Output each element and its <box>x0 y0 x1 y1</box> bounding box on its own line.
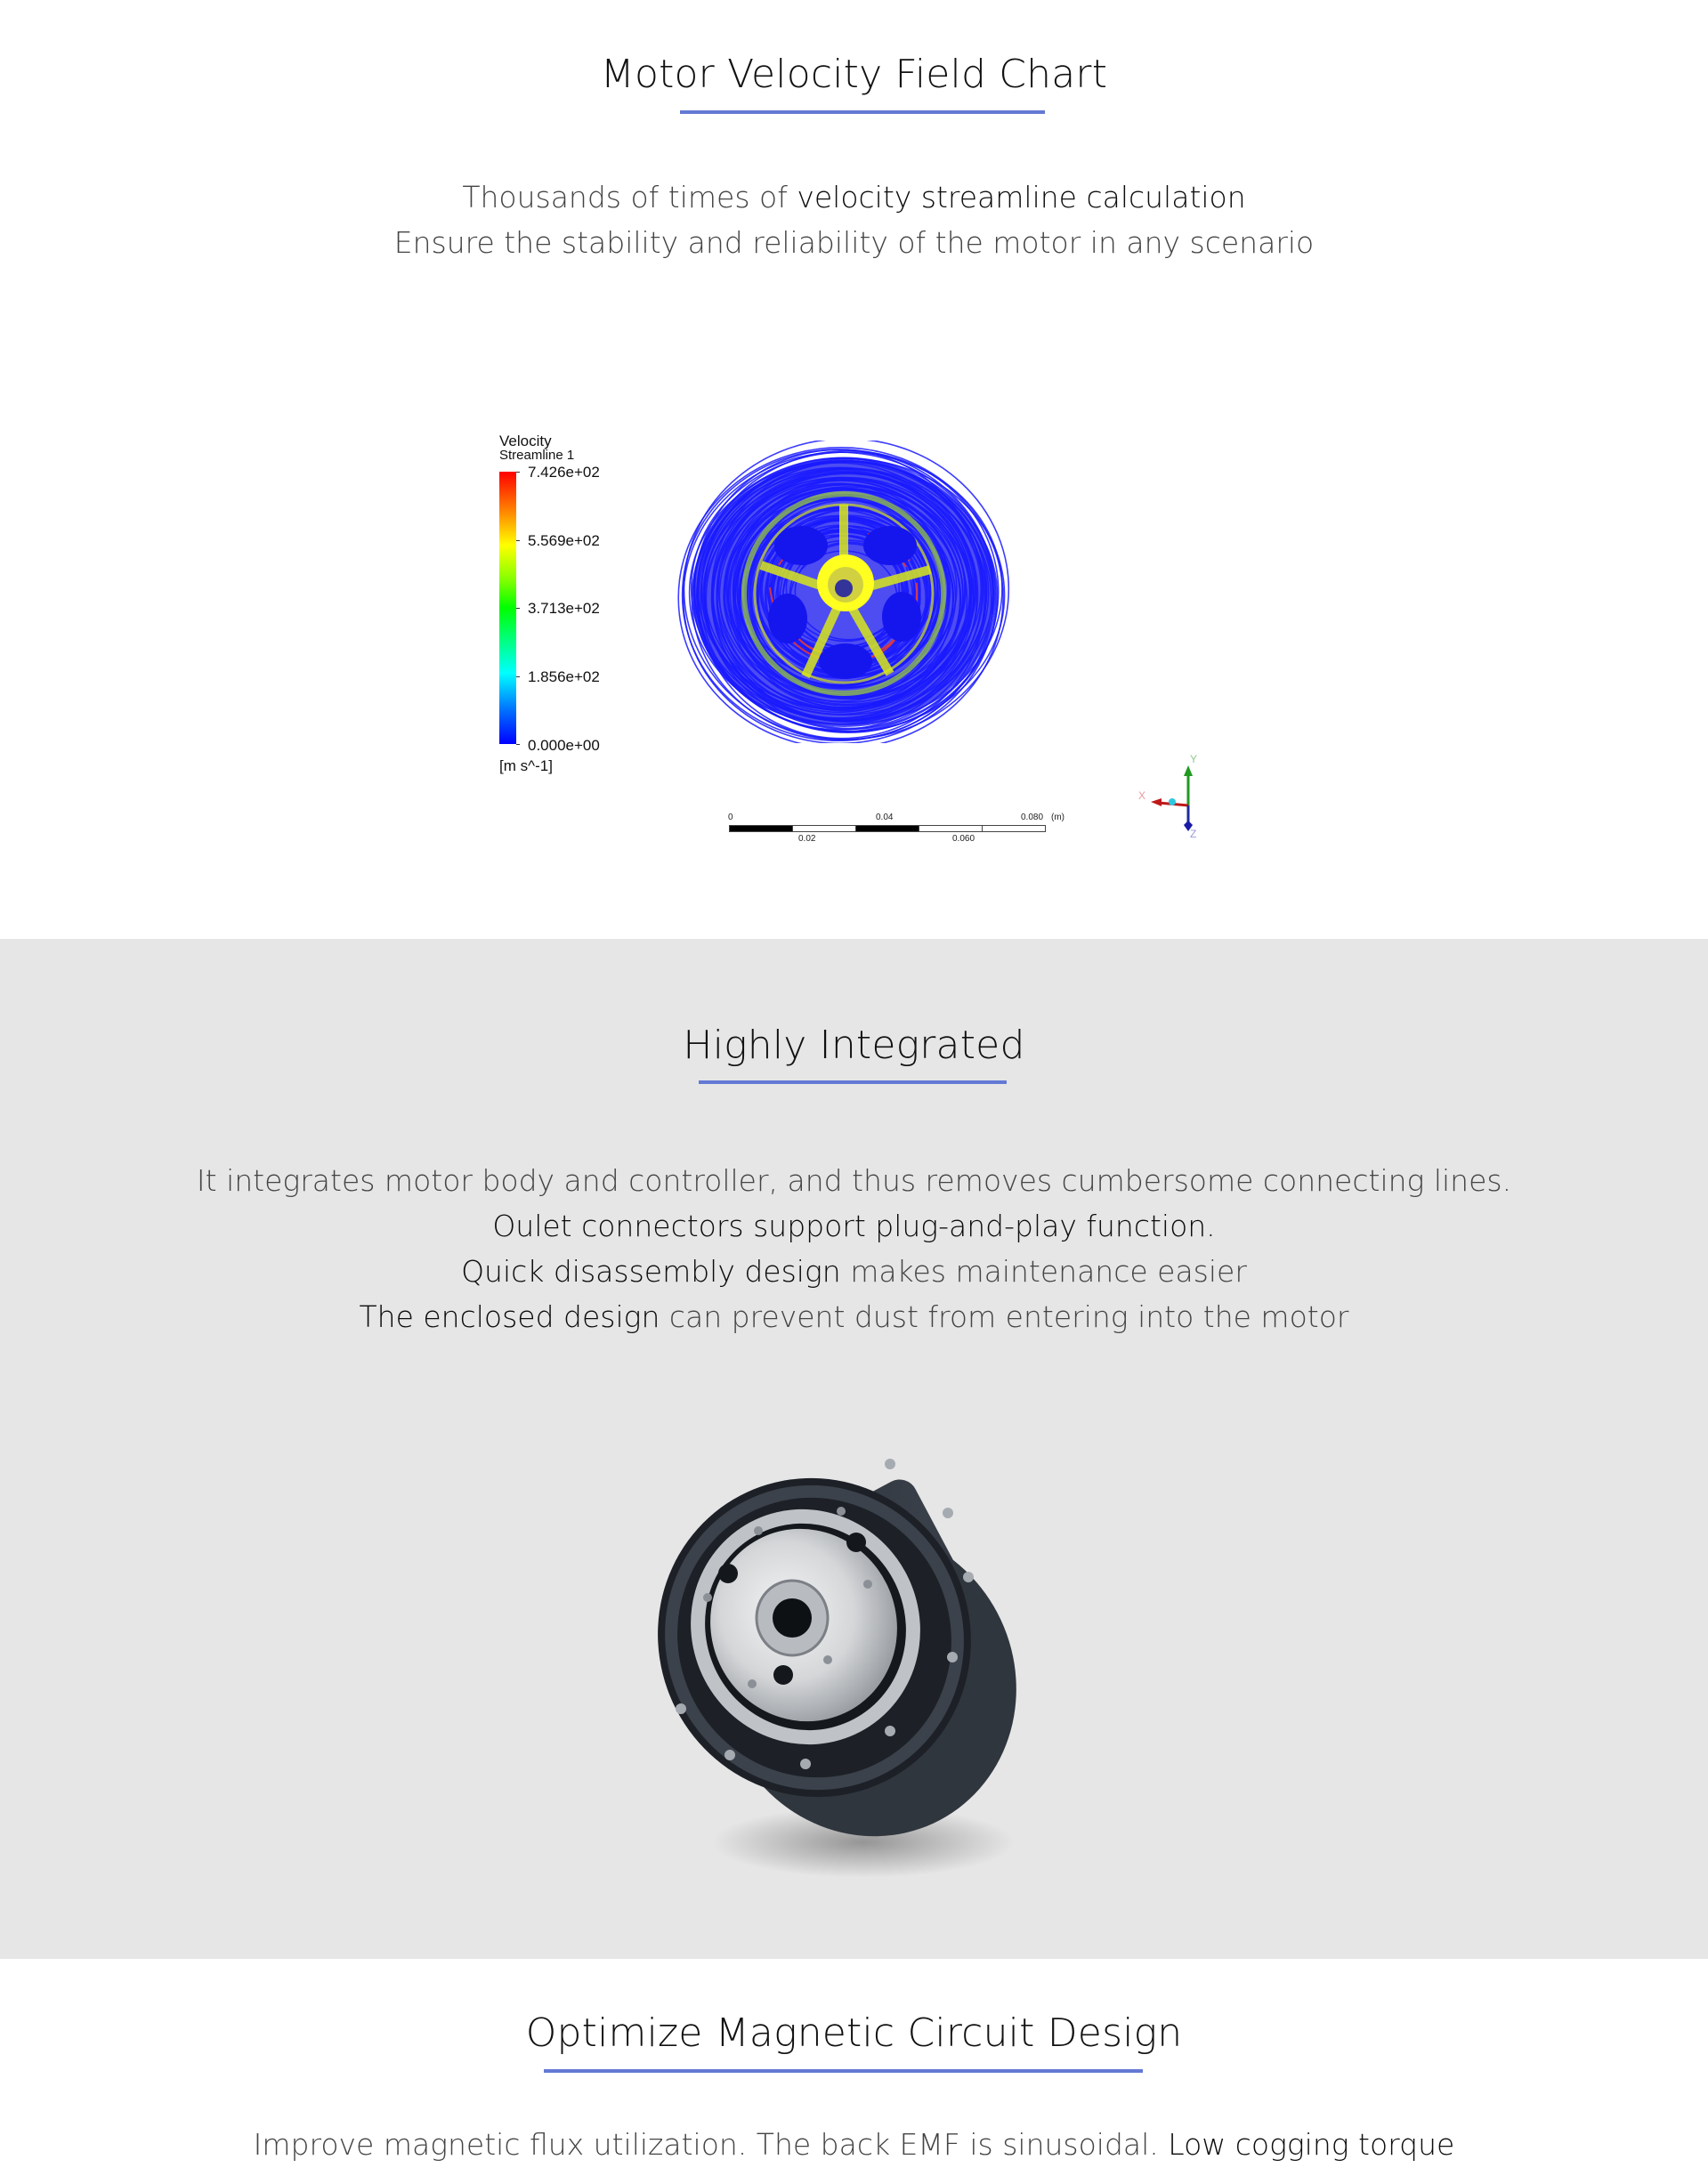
integrated-line <box>0 1203 1708 1249</box>
legend-tick-label: 3.713e+02 <box>528 600 600 617</box>
legend-tick-label: 7.426e+02 <box>528 464 600 481</box>
scale-label: 0.02 <box>798 834 816 844</box>
scale-segment <box>982 825 1046 832</box>
scale-segment <box>792 825 856 832</box>
magnetic-section <box>0 1959 1708 2184</box>
emphasis-text: Low cogging torque <box>1168 2127 1455 2162</box>
streamline-render <box>676 441 1015 743</box>
integrated-line <box>0 1158 1708 1203</box>
section-title-velocity: Motor Velocity Field Chart <box>600 52 1108 97</box>
scale-label: 0.080 <box>1021 813 1044 822</box>
tick-mark <box>516 744 520 745</box>
emphasis-text: Oulet connectors support plug-and-play function. <box>492 1209 1216 1243</box>
emphasis-text: velocity streamline calculation <box>797 180 1246 214</box>
plain-text: makes maintenance easier <box>840 1254 1247 1289</box>
section-title-magnetic: Optimize Magnetic Circuit Design <box>525 2010 1183 2056</box>
tick-mark <box>516 472 520 473</box>
legend-unit: [m s^-1] <box>499 757 553 774</box>
scale-segment <box>855 825 919 832</box>
scale-label: 0.04 <box>876 813 894 822</box>
axis-label-x: X <box>1138 789 1146 802</box>
emphasis-text: Quick disassembly design <box>461 1254 841 1289</box>
legend-tick-label: 5.569e+02 <box>528 532 600 549</box>
section-title-integrated: Highly Integrated <box>683 1023 1025 1068</box>
scale-segment <box>919 825 983 832</box>
velocity-section <box>0 0 1708 939</box>
velocity-colorbar <box>499 472 516 744</box>
plain-text: Thousands of times of <box>462 180 797 214</box>
axis-label-z: Z <box>1190 828 1197 840</box>
title-underline <box>699 1080 1007 1084</box>
integrated-description <box>0 1158 1708 1339</box>
legend-subtitle: Streamline 1 <box>499 448 575 463</box>
axis-label-y: Y <box>1190 753 1198 765</box>
scale-label: 0.060 <box>952 834 975 844</box>
title-underline <box>544 2069 1143 2073</box>
tick-mark <box>516 540 520 541</box>
axis-triad-icon <box>1138 753 1215 845</box>
plain-text: It integrates motor body and controller, and thus removes cumbersome connecting lines. <box>196 1163 1512 1198</box>
legend-tick-label: 0.000e+00 <box>528 737 600 754</box>
plain-text: can prevent dust from entering into the motor <box>660 1299 1349 1334</box>
motor-product-image <box>623 1424 1086 1905</box>
velocity-line-2: Ensure the stability and reliability of the motor in any scenario <box>393 225 1315 260</box>
emphasis-text: The enclosed design <box>359 1299 660 1334</box>
velocity-line-1 <box>0 174 1708 220</box>
legend-title: Velocity <box>499 433 552 449</box>
scale-label: 0 <box>728 813 733 822</box>
magnetic-description <box>0 2122 1708 2167</box>
tick-mark <box>516 608 520 609</box>
scale-label: (m) <box>1051 813 1064 822</box>
legend-tick-label: 1.856e+02 <box>528 668 600 685</box>
integrated-line <box>0 1249 1708 1294</box>
scale-segment <box>729 825 793 832</box>
plain-text: Improve magnetic flux utilization. The back EMF is sinusoidal. <box>253 2127 1169 2162</box>
tick-mark <box>516 676 520 677</box>
velocity-description <box>0 174 1708 265</box>
title-underline <box>680 110 1045 114</box>
integrated-line <box>0 1294 1708 1339</box>
